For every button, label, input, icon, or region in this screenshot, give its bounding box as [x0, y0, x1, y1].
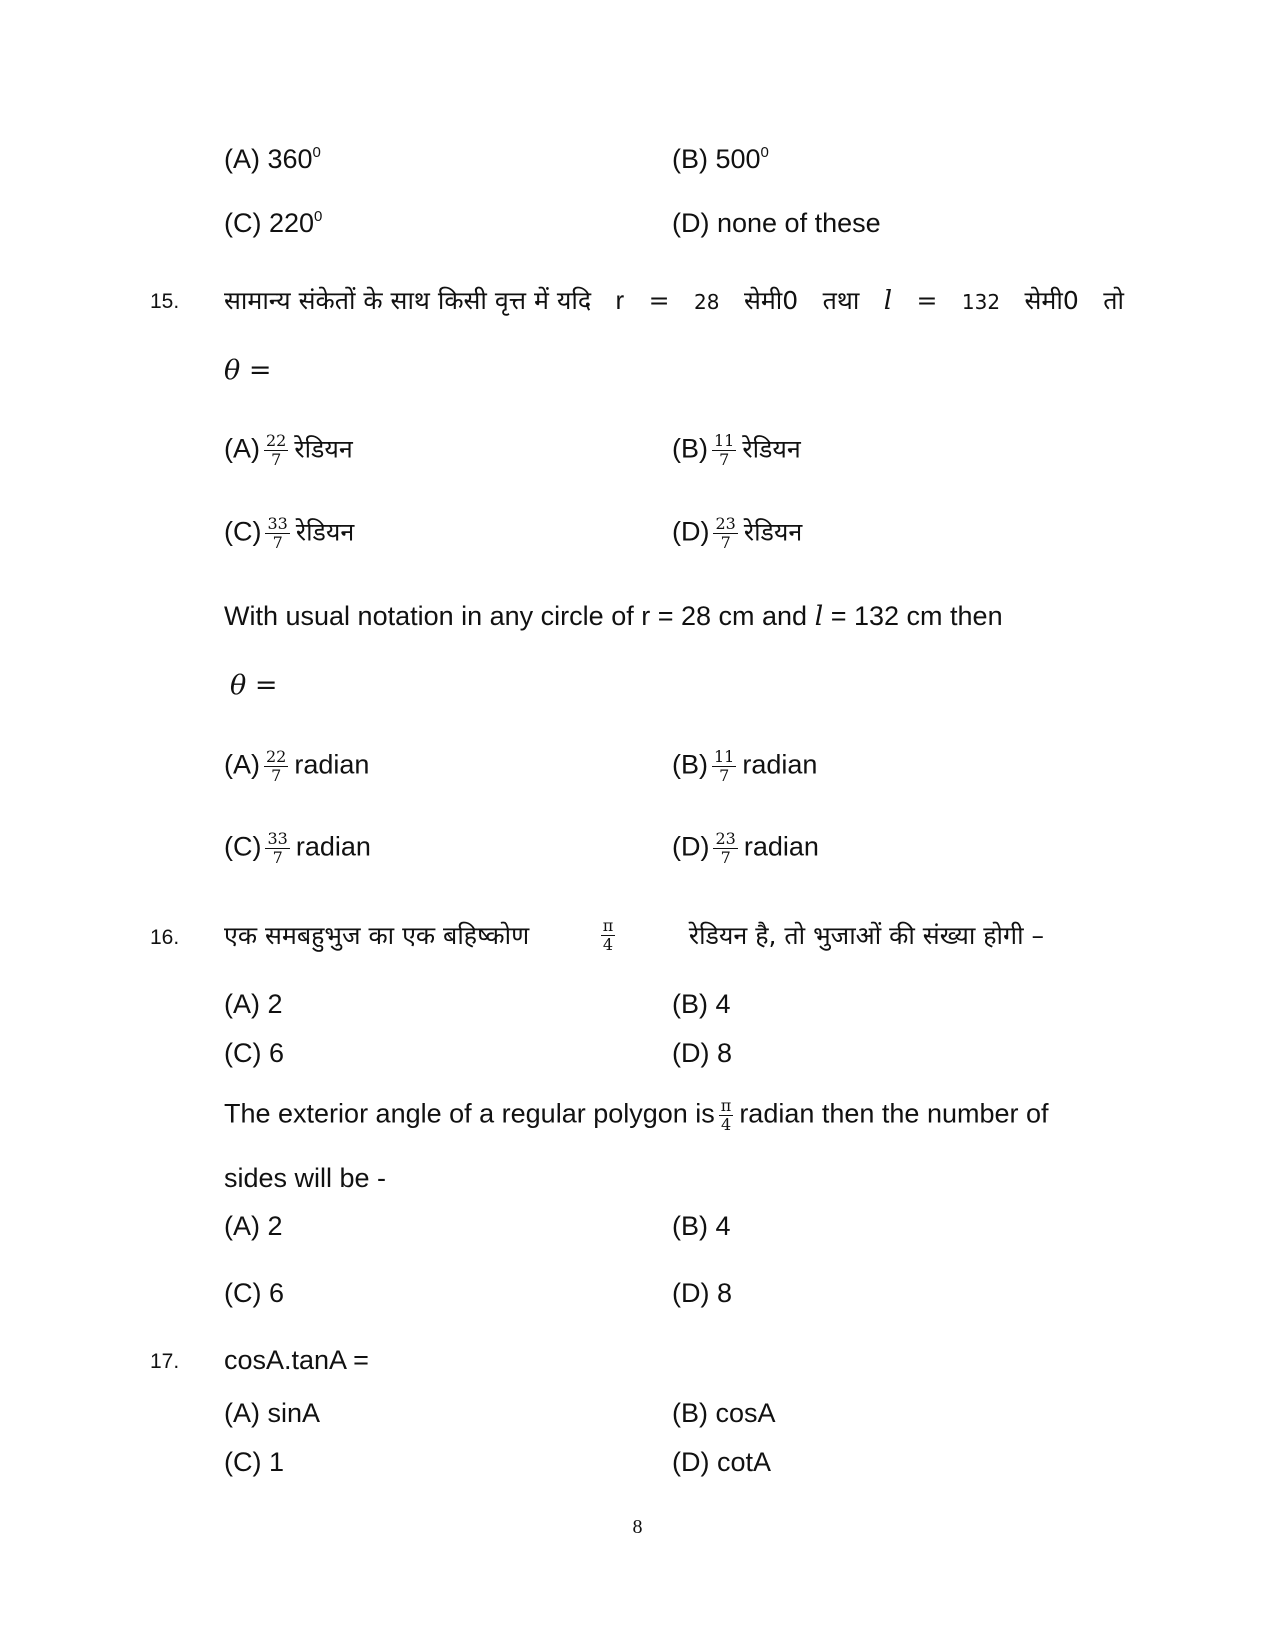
q17-option-d: (D) cotA: [672, 1447, 772, 1477]
q16-english-stem-continued: sides will be -: [224, 1163, 387, 1193]
q16-hindi-option-b: (B) 4: [672, 989, 731, 1019]
q14-option-d: (D) none of these: [672, 208, 881, 238]
q14-option-b: (B) $500^0$: [672, 144, 769, 174]
q17-option-b: (B) cosA: [672, 1398, 776, 1428]
q14-option-a: (A) $360^0$: [224, 144, 321, 174]
q15-english-option-a: (A) $\frac{22}{7}$ radian: [224, 747, 370, 785]
q15-hindi-option-d: (D) $\frac{23}{7}$ रेडियन: [672, 514, 803, 552]
q15-hindi-stem: सामान्य संकेतों के साथ किसी वृत्त में यदि r = 28 सेमी0 तथा l = 132 सेमी0 तो: [224, 285, 1124, 316]
q16-english-option-c: (C) 6: [224, 1278, 284, 1308]
q15-hindi-option-a: (A) $\frac{22}{7}$ रेडियन: [224, 431, 353, 469]
q15-english-option-c: (C) $\frac{33}{7}$ radian: [224, 829, 371, 867]
q15-hindi-option-b: (B) $\frac{11}{7}$ रेडियन: [672, 431, 801, 469]
q16-english-option-b: (B) 4: [672, 1211, 731, 1241]
q16-hindi-option-a: (A) 2: [224, 989, 283, 1019]
q14-option-c: (C) $220^0$: [224, 208, 323, 238]
question-number-17: 17.: [150, 1350, 180, 1373]
q17-option-c: (C) 1: [224, 1447, 284, 1477]
q16-english-option-d: (D) 8: [672, 1278, 732, 1308]
q17-stem: cosA.tanA =: [224, 1345, 369, 1375]
q15-hindi-option-c: (C) $\frac{33}{7}$ रेडियन: [224, 514, 355, 552]
question-number-15: 15.: [150, 290, 180, 313]
q16-hindi-option-d: (D) 8: [672, 1038, 732, 1068]
q16-hindi-option-c: (C) 6: [224, 1038, 284, 1068]
q17-option-a: (A) sinA: [224, 1398, 321, 1428]
q16-english-stem: The exterior angle of a regular polygon is $\frac{\pi}{4}$ radian then the number of: [224, 1096, 1049, 1134]
q16-english-option-a: (A) 2: [224, 1211, 283, 1241]
q15-english-option-d: (D) $\frac{23}{7}$ radian: [672, 829, 819, 867]
q15-theta-english: θ =: [230, 670, 278, 701]
q15-english-stem: With usual notation in any circle of r = 28 cm and l = 132 cm then: [224, 601, 1003, 632]
q15-theta-hindi: θ =: [224, 355, 272, 386]
question-number-16: 16.: [150, 926, 180, 949]
page-number: 8: [632, 1516, 643, 1538]
q15-english-option-b: (B) $\frac{11}{7}$ radian: [672, 747, 818, 785]
q16-hindi-stem: एक समबहुभुज का एक बहिष्कोण $\frac{\pi}{4}$ रेडियन है, तो भुजाओं की संख्या होगी –: [224, 916, 1044, 954]
